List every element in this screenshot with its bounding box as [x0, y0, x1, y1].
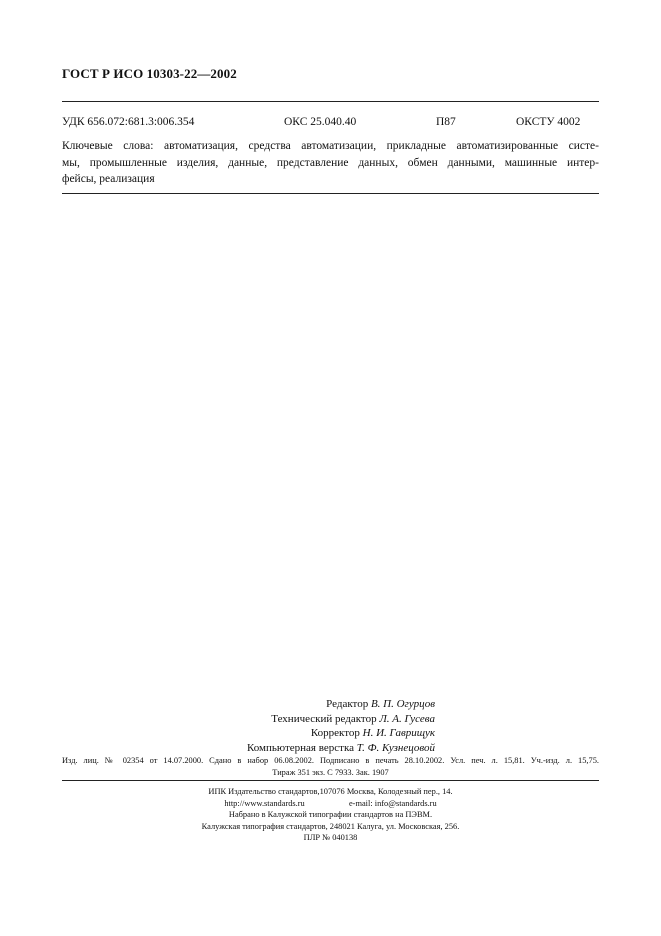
publisher-line-1: ИПК Издательство стандартов,107076 Москва, Колодезный пер., 14. — [208, 787, 453, 796]
layout-label: Компьютерная верстка — [246, 741, 354, 754]
publisher-block — [62, 786, 599, 844]
tech-editor-name: Л. А. Гусева — [379, 712, 435, 725]
layout-name: Т. Ф. Кузнецовой — [356, 741, 435, 754]
editor-row — [200, 697, 435, 712]
publisher-contacts — [62, 798, 599, 810]
imprint-block — [62, 755, 599, 779]
keywords-line-2: мы, промышленные изделия, данные, представление данных, обмен данными, машинные интер- — [62, 156, 599, 169]
corrector-row — [200, 726, 435, 741]
oks-code: ОКС 25.040.40 — [284, 116, 357, 128]
document-title: ГОСТ Р ИСО 10303-22—2002 — [62, 66, 237, 81]
publisher-line-5: ПЛР № 040138 — [303, 833, 358, 842]
top-divider — [62, 101, 599, 102]
publisher-email: e-mail: info@standards.ru — [348, 798, 437, 808]
imprint-line-2: Тираж 351 экз. С 7933. Зак. 1907 — [272, 768, 389, 777]
tech-editor-label: Технический редактор — [271, 712, 377, 725]
publisher-website: http://www.standards.ru — [224, 798, 305, 808]
udk-code: УДК 656.072:681.3:006.354 — [62, 116, 195, 128]
okstu-code: ОКСТУ 4002 — [516, 116, 581, 128]
keywords-block — [62, 138, 599, 188]
keywords-line-1: Ключевые слова: автоматизация, средства автоматизации, прикладные автоматизированные систе- — [62, 140, 599, 152]
keywords-divider — [62, 193, 599, 194]
corrector-label: Корректор — [310, 727, 360, 739]
group-code: П87 — [436, 116, 456, 128]
imprint-divider — [62, 780, 599, 781]
editor-name: В. П. Огурцов — [370, 698, 435, 710]
publisher-line-3: Набрано в Калужской типографии стандартов на ПЭВМ. — [228, 810, 433, 819]
layout-row — [200, 741, 435, 756]
credits-block — [200, 697, 435, 755]
publisher-line-4: Калужская типография стандартов, 248021 Калуга, ул. Московская, 256. — [201, 821, 460, 831]
corrector-name: Н. И. Гаврищук — [362, 727, 435, 739]
keywords-line-3: фейсы, реализация — [62, 173, 155, 185]
editor-label: Редактор — [326, 698, 369, 710]
imprint-line-1: Изд. лиц. № 02354 от 14.07.2000. Сдано в набор 06.08.2002. Подписано в печать 28.10.2002. Усл. печ. л. 15,81. Уч.-изд. л. 15,75. — [62, 756, 599, 765]
tech-editor-row — [200, 712, 435, 727]
